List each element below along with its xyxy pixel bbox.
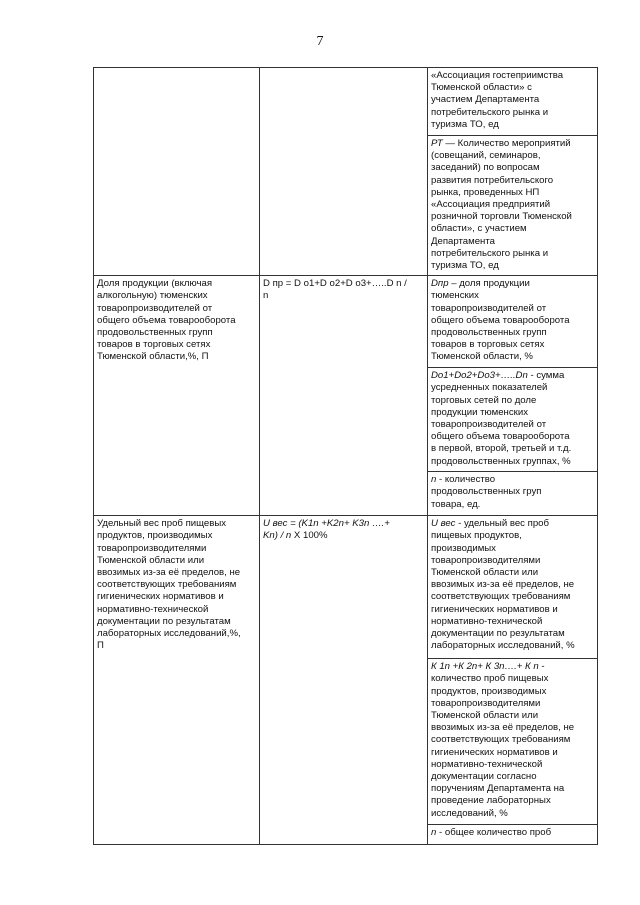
description-term: К 1n +К 2n+ К 3n….+ К n bbox=[431, 661, 539, 673]
description-cell bbox=[428, 472, 598, 516]
table-row bbox=[94, 276, 598, 368]
description-cell bbox=[428, 276, 598, 368]
description-term: U вес bbox=[431, 518, 456, 530]
table-row bbox=[94, 516, 598, 659]
description-text: - удельный вес проб пищевых продуктов, производимых товаропроизводителями Тюменской области или ввозимых из-за её пределов, не соответствующих требованиям гигиенических нормативов и нормативно-технической документации по результатам лабораторных исследований, % bbox=[431, 518, 575, 652]
description-text: - сумма усредненных показателей торговых сетей по доле продукции тюменских товаропроизводителей от общего объема товарооборота в первой, второй, третьей и т.д. продовольственных группах, % bbox=[431, 370, 572, 467]
formula-cell: D пр = D о1+D о2+D о3+…..D n / n bbox=[260, 276, 428, 516]
description-cell bbox=[428, 516, 598, 659]
formula-expression: U вес = (K1n +K2n+ K3n ….+ Kn) / n bbox=[263, 518, 390, 542]
description-cell bbox=[428, 68, 598, 136]
description-term: Dо1+Dо2+Dо3+…..Dn bbox=[431, 370, 528, 382]
description-cell bbox=[428, 368, 598, 472]
indicator-cell: Удельный вес проб пищевых продуктов, производимых товаропроизводителями Тюменской области или ввозимых из-за её пределов, не соответствующих требованиям гигиенических нормативов и нормативно-технической документации по результатам лабораторных исследований,%, П bbox=[94, 516, 260, 845]
description-text: - количество проб пищевых продуктов, производимых товаропроизводителями Тюменской области или ввозимых из-за её пределов, не соответствующих требованиям гигиенических нормативов и нормативно-технической документации согласно поручениям Департамента на проведение лабораторных исследований, % bbox=[431, 661, 575, 819]
description-cell bbox=[428, 659, 598, 825]
description-text: - общее количество проб bbox=[436, 827, 552, 839]
formula-cell bbox=[260, 68, 428, 276]
description-cell bbox=[428, 825, 598, 845]
description-term: Dпр bbox=[431, 278, 449, 290]
indicator-cell bbox=[94, 68, 260, 276]
indicators-table bbox=[93, 67, 598, 845]
formula-multiplier: X 100% bbox=[291, 530, 328, 542]
description-term: РТ bbox=[431, 138, 443, 149]
description-text: — Количество мероприятий (совещаний, семинаров, заседаний) по вопросам развития потребительского рынка, проведенных НП «Ассоциация предприятий розничной торговли Тюменской области», с участием Департамента потребительского рынка и туризма ТО, ед bbox=[431, 138, 572, 272]
description-text: - количество продовольственных груп товара, ед. bbox=[431, 474, 542, 510]
page-number: 7 bbox=[316, 34, 324, 49]
formula-cell bbox=[260, 516, 428, 845]
description-term: n bbox=[431, 474, 437, 486]
description-text: – доля продукции тюменских товаропроизводителей от общего объема товарооборота продовольственных групп товаров в торговых сетях Тюменской области, % bbox=[431, 278, 570, 363]
indicator-cell: Доля продукции (включая алкогольную) тюменских товаропроизводителей от общего объема товарооборота продовольственных групп товаров в торговых сетях Тюменской области,%, П bbox=[94, 276, 260, 516]
description-text: «Ассоциация гостеприимства Тюменской области» с участием Департамента потребительского рынка и туризма ТО, ед bbox=[431, 70, 564, 130]
description-cell bbox=[428, 136, 598, 276]
description-term: n bbox=[431, 827, 437, 839]
table-row bbox=[94, 68, 598, 136]
